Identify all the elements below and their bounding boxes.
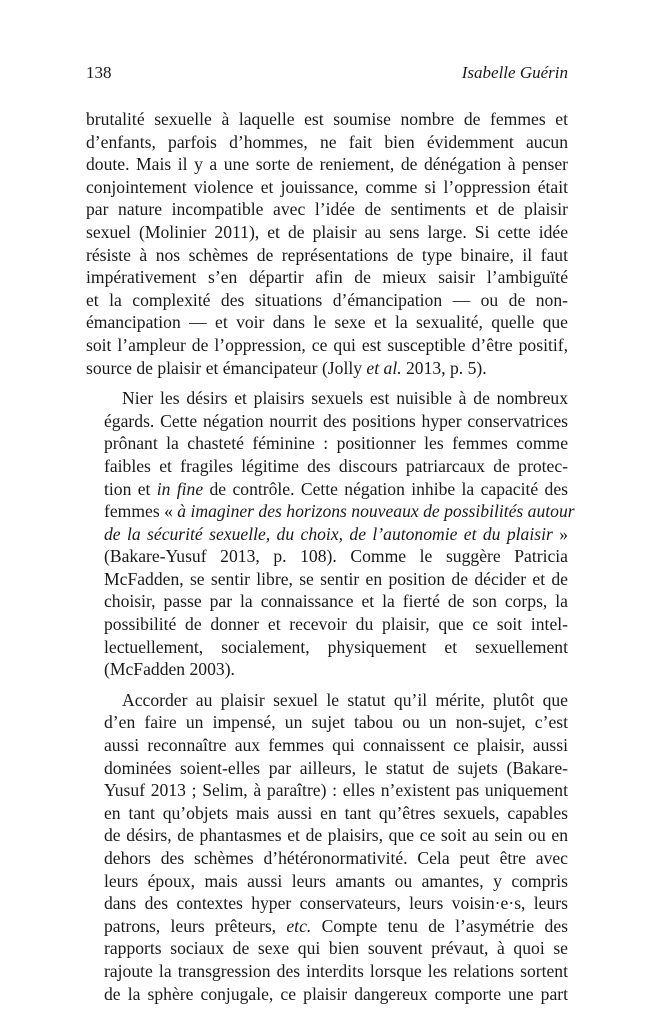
text-segment: égards. Cette négation nourrit des positions hyper conservatrices (104, 410, 568, 431)
text-line (86, 915, 568, 938)
text-segment: McFadden, se sentir libre, se sentir en position de décider et de (104, 568, 568, 589)
text-segment: (Bakare-Yusuf 2013, p. 108). Comme le suggère Patricia (104, 546, 568, 567)
text-segment: (McFadden 2003). (104, 659, 235, 680)
text-segment: de la sphère conjugale, ce plaisir dangereux comporte une part (104, 983, 568, 1004)
text-line (86, 198, 568, 221)
text-segment: doute. Mais il y a une sorte de reniement, de dénégation à penser (86, 154, 568, 175)
text-line (86, 613, 568, 636)
text-line (86, 244, 568, 267)
text-segment: sexuel (Molinier 2011), et de plaisir au sens large. Si cette idée (86, 221, 568, 242)
page-number: 138 (86, 63, 112, 82)
text-segment: patrons, leurs prêteurs, (104, 915, 287, 936)
text-segment: faibles et fragiles légitime des discours patriarcaux de protec- (104, 455, 568, 476)
body-text (86, 108, 575, 1013)
text-segment: source de plaisir et émancipateur (Jolly (86, 357, 367, 378)
text-line (86, 289, 568, 312)
text-line (86, 636, 568, 659)
italic-text: in fine (156, 478, 204, 499)
text-segment: dehors des schèmes d’hétéronormativité. Cela peut être avec (104, 848, 568, 868)
text-line (86, 266, 568, 289)
running-header (86, 63, 568, 83)
text-segment: Nier les désirs et plaisirs sexuels est nuisible à de nombreux (122, 388, 568, 409)
text-segment: soit l’ampleur de l’oppression, ce qui est susceptible d’être positif, (86, 334, 568, 355)
text-line (86, 357, 568, 380)
text-line (86, 500, 575, 523)
italic-text: etc. (286, 915, 312, 936)
text-line (86, 478, 568, 501)
text-line (86, 545, 568, 568)
text-line (86, 153, 568, 176)
text-segment: leurs époux, mais aussi leurs amants ou amantes, y compris (104, 870, 568, 891)
text-segment: Accorder au plaisir sexuel le statut qu’il mérite, plutôt que (122, 689, 568, 710)
text-line (86, 689, 568, 712)
text-segment: Compte tenu de l’asymétrie des (311, 915, 568, 936)
text-segment: aussi reconnaître aux femmes qui connaissent ce plaisir, aussi (104, 735, 568, 756)
text-line (86, 734, 568, 757)
italic-text: à imaginer des horizons nouveaux de possibilités autour (177, 501, 575, 522)
text-line (86, 221, 568, 244)
paragraph (86, 108, 568, 379)
text-segment: émancipation — et voir dans le sexe et la sexualité, quelle que (86, 312, 568, 333)
text-line (86, 568, 568, 591)
text-line (86, 311, 568, 334)
text-segment: d’en faire un impensé, un sujet tabou ou un non-sujet, c’est (104, 712, 568, 733)
running-head-author: Isabelle Guérin (461, 63, 568, 82)
text-line (86, 176, 568, 199)
text-segment: » (552, 523, 568, 544)
text-segment: prônant la chasteté féminine : positionner les femmes comme (104, 433, 568, 454)
text-segment: de contrôle. Cette négation inhibe la capacité des (203, 478, 568, 499)
text-line (86, 757, 568, 780)
paragraph (86, 387, 575, 681)
text-segment: conjointement violence et jouissance, comme si l’oppression était (86, 176, 568, 197)
text-line (86, 432, 568, 455)
text-line (86, 523, 568, 546)
paragraph (86, 689, 568, 1005)
text-line (86, 847, 568, 870)
text-segment: par nature incompatible avec l’idée de sentiments et de plaisir (86, 199, 568, 220)
text-line (86, 824, 568, 847)
text-line (86, 410, 568, 433)
text-line (86, 711, 568, 734)
text-segment: de désirs, de phantasmes et de plaisirs, que ce soit au sein ou en (104, 825, 568, 846)
text-segment: choisir, passe par la connaissance et la fierté de son corps, la (104, 591, 568, 612)
text-segment: résiste à nos schèmes de représentations de type binaire, il faut (86, 244, 568, 265)
text-segment: et la complexité des situations d’émancipation — ou de non- (86, 289, 568, 310)
text-segment: rapports sociaux de sexe qui bien souvent prévaut, à quoi se (104, 938, 568, 959)
text-line (86, 892, 568, 915)
text-line (86, 937, 568, 960)
italic-text: de la sécurité sexuelle, du choix, de l’autonomie et du plaisir (104, 523, 553, 544)
text-segment: possibilité de donner et recevoir du plaisir, que ce soit intel- (104, 614, 568, 635)
text-segment: dans des contextes hyper conservateurs, leurs voisin·e·s, leurs (104, 893, 568, 914)
text-line (86, 870, 568, 893)
text-line (86, 658, 568, 681)
text-segment: femmes « (104, 501, 178, 522)
text-segment: rajoute la transgression des interdits lorsque les relations sortent (104, 960, 568, 981)
text-line (86, 590, 568, 613)
text-segment: dominées soient-elles par ailleurs, le statut de sujets (Bakare- (104, 757, 568, 778)
text-segment: impérativement s’en départir afin de mieux saisir l’ambiguïté (86, 267, 568, 288)
text-segment: Yusuf 2013 ; Selim, à paraître) : elles n’existent pas uniquement (104, 780, 568, 801)
italic-text: et al. (366, 357, 402, 378)
text-segment: en tant qu’objets mais aussi en tant qu’êtres sexuels, capables (104, 802, 568, 823)
text-segment: tion et (104, 478, 157, 499)
text-line (86, 455, 568, 478)
text-segment: lectuellement, socialement, physiquement et sexuellement (104, 636, 568, 657)
text-line (86, 983, 568, 1006)
text-line (86, 108, 568, 131)
text-line (86, 387, 568, 410)
text-line (86, 334, 568, 357)
text-line (86, 131, 568, 154)
text-line (86, 802, 568, 825)
text-segment: 2013, p. 5). (401, 357, 487, 378)
text-segment: d’enfants, parfois d’hommes, ne fait bien évidemment aucun (86, 131, 568, 152)
text-segment: brutalité sexuelle à laquelle est soumise nombre de femmes et (86, 109, 568, 129)
text-line (86, 960, 568, 983)
text-line (86, 779, 568, 802)
